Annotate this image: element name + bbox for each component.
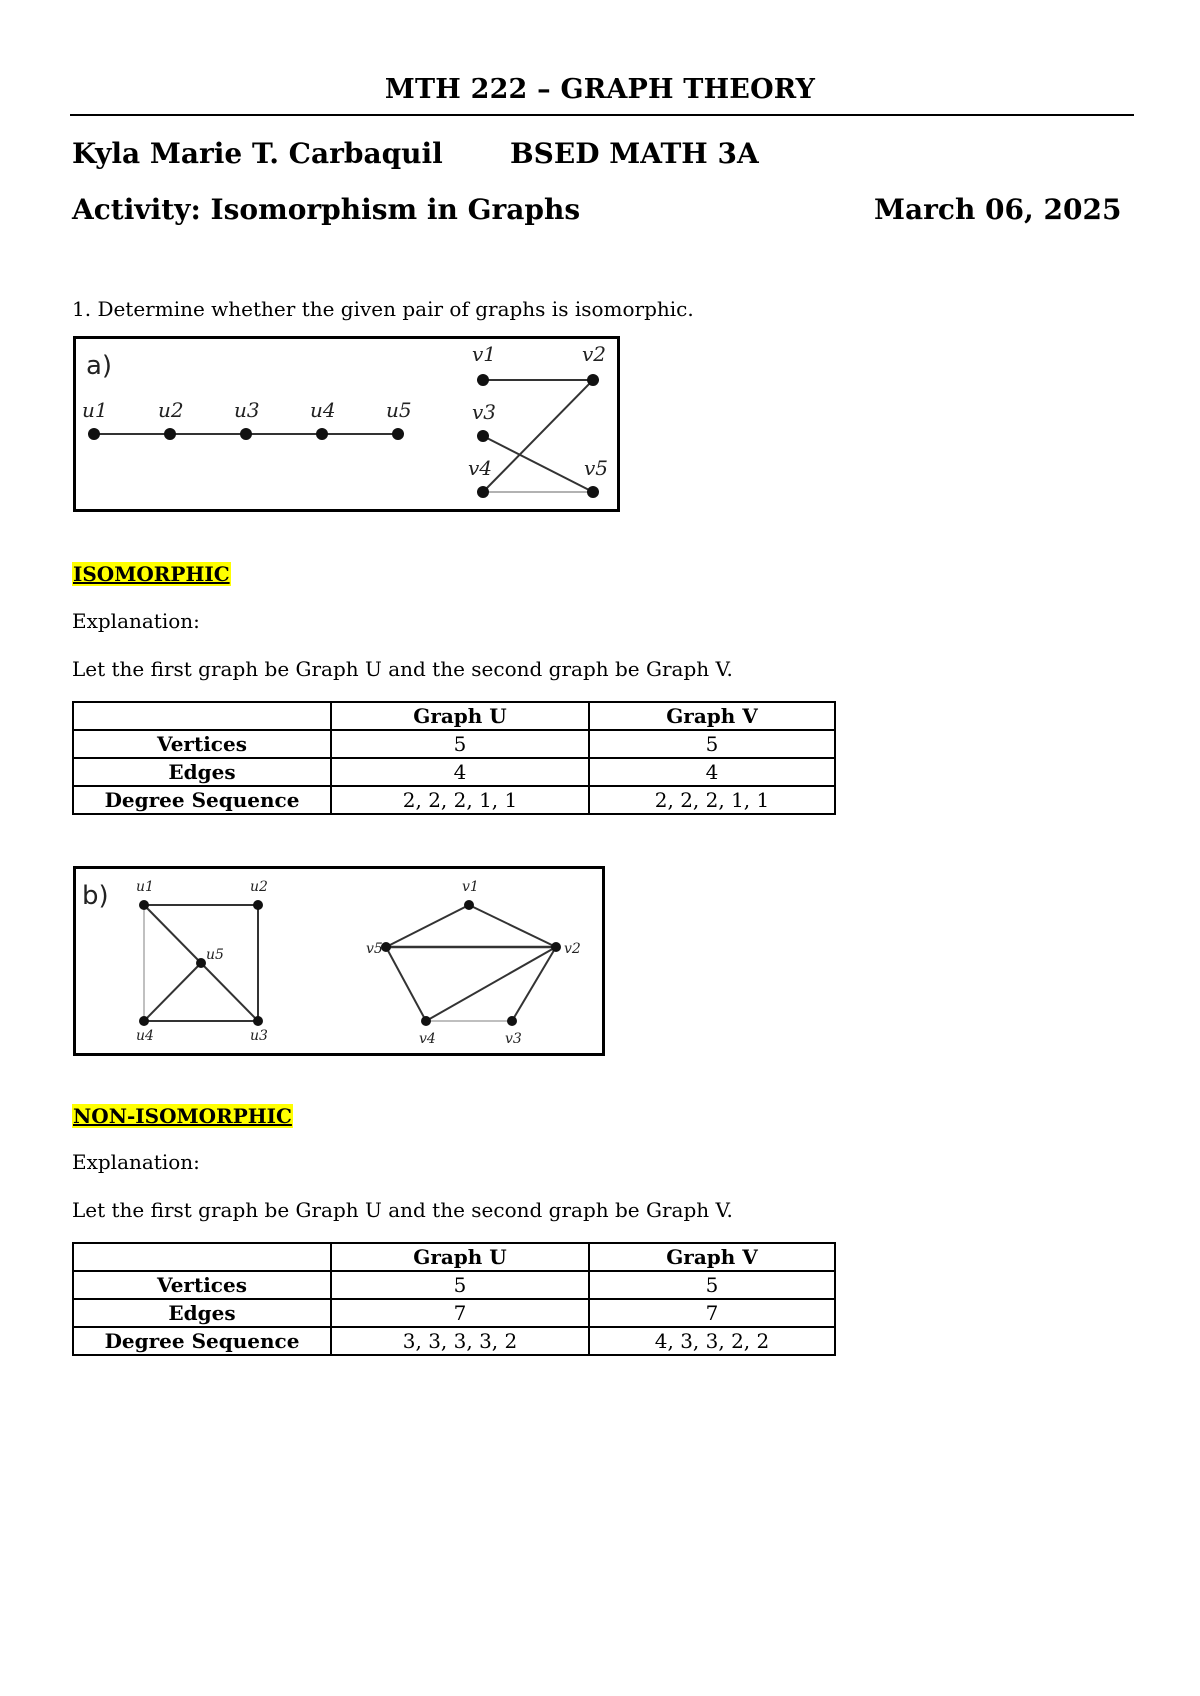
table-cell: 5 <box>589 730 835 758</box>
graph-b-v-label-2: v2 <box>564 941 581 957</box>
figure-a <box>73 336 620 512</box>
table-cell: 5 <box>331 1271 589 1299</box>
graph-a-u-label-4: u4 <box>310 398 336 422</box>
student-name: Kyla Marie T. Carbaquil <box>72 137 443 170</box>
figure-a-graphs <box>76 339 617 509</box>
figure-a-label: a) <box>86 351 113 381</box>
graph-b-v-label-1: v1 <box>462 879 479 895</box>
table-cell: 7 <box>589 1299 835 1327</box>
activity-title: Activity: Isomorphism in Graphs <box>72 193 581 226</box>
table-row-label: Edges <box>73 758 331 786</box>
graph-a-u-vertex-5 <box>392 428 404 440</box>
graph-a-u-label-5: u5 <box>386 398 412 422</box>
header-rule <box>70 114 1134 116</box>
graph-a-u-vertex-3 <box>240 428 252 440</box>
graph-b-u-edge-u1-u5 <box>144 905 201 963</box>
graph-b-v-edge-v1-v5 <box>386 905 469 947</box>
graph-a-u-vertex-4 <box>316 428 328 440</box>
graph-a-v-vertex-5 <box>587 486 599 498</box>
graph-b-u-label-1: u1 <box>136 879 154 895</box>
table-cell: 5 <box>331 730 589 758</box>
activity-date: March 06, 2025 <box>874 193 1122 226</box>
course-title: MTH 222 – GRAPH THEORY <box>384 74 816 105</box>
table-header-row <box>73 702 835 730</box>
graph-a-v-edge-v3-v5 <box>483 436 593 492</box>
table-cell: 2, 2, 2, 1, 1 <box>331 786 589 814</box>
graph-b-v-vertex-3 <box>507 1016 517 1026</box>
table-cell: 2, 2, 2, 1, 1 <box>589 786 835 814</box>
graph-a-v-vertex-3 <box>477 430 489 442</box>
table-row <box>73 1271 835 1299</box>
graph-b-v-vertex-4 <box>421 1016 431 1026</box>
graph-b-u-edge-u5-u3 <box>201 963 258 1021</box>
graph-b-u-vertex-3 <box>253 1016 263 1026</box>
table-header-row <box>73 1243 835 1271</box>
graph-b-u-label-5: u5 <box>206 947 224 963</box>
table-cell: 4, 3, 3, 2, 2 <box>589 1327 835 1355</box>
table-row-label: Degree Sequence <box>73 1327 331 1355</box>
table-row-label: Edges <box>73 1299 331 1327</box>
table-header-cell: Graph V <box>589 702 835 730</box>
graph-b-v-edge-v1-v2 <box>469 905 556 947</box>
graph-b-u-vertex-4 <box>139 1016 149 1026</box>
table-row <box>73 1327 835 1355</box>
graph-b-v-label-3: v3 <box>505 1031 522 1047</box>
graph-b-v <box>366 879 581 1047</box>
intro-text-a: Let the first graph be Graph U and the second graph be Graph V. <box>72 657 733 681</box>
figure-b <box>73 866 605 1056</box>
figure-b-graphs <box>76 869 602 1053</box>
graph-a-u-vertex-1 <box>88 428 100 440</box>
graph-a-u-label-3: u3 <box>234 398 260 422</box>
figure-b-label: b) <box>82 881 109 911</box>
graph-b-u <box>136 879 268 1044</box>
table-row-label: Degree Sequence <box>73 786 331 814</box>
table-row <box>73 730 835 758</box>
graph-a-v-edge-v2-v4 <box>483 380 593 492</box>
section: BSED MATH 3A <box>510 137 759 170</box>
verdict-a: ISOMORPHIC <box>73 562 230 586</box>
table-header-cell <box>73 1243 331 1271</box>
table-cell: 7 <box>331 1299 589 1327</box>
graph-a-v <box>468 342 608 498</box>
graph-b-v-label-4: v4 <box>419 1031 436 1047</box>
graph-a-v-label-4: v4 <box>468 456 493 480</box>
graph-b-v-edge-v5-v4 <box>386 947 426 1021</box>
explanation-label-b: Explanation: <box>72 1150 200 1174</box>
table-header-cell: Graph U <box>331 1243 589 1271</box>
graph-b-v-label-5: v5 <box>366 941 383 957</box>
graph-b-v-vertex-2 <box>551 942 561 952</box>
table-cell: 5 <box>589 1271 835 1299</box>
graph-b-u-label-2: u2 <box>250 879 268 895</box>
graph-b-v-vertex-1 <box>464 900 474 910</box>
graph-b-u-vertex-2 <box>253 900 263 910</box>
graph-b-v-edge-v2-v4 <box>426 947 556 1021</box>
graph-b-u-vertex-5 <box>196 958 206 968</box>
table-row <box>73 1299 835 1327</box>
graph-a-v-label-2: v2 <box>582 342 607 366</box>
graph-b-u-label-3: u3 <box>250 1028 268 1044</box>
comparison-table-a <box>72 701 836 815</box>
table-row <box>73 786 835 814</box>
table-header-cell: Graph V <box>589 1243 835 1271</box>
graph-a-v-vertex-1 <box>477 374 489 386</box>
comparison-table-b <box>72 1242 836 1356</box>
question-text: 1. Determine whether the given pair of graphs is isomorphic. <box>72 297 694 321</box>
verdict-b: NON-ISOMORPHIC <box>73 1104 292 1128</box>
graph-b-u-edge-u5-u4 <box>144 963 201 1021</box>
table-header-cell <box>73 702 331 730</box>
explanation-label-a: Explanation: <box>72 609 200 633</box>
intro-text-b: Let the first graph be Graph U and the second graph be Graph V. <box>72 1198 733 1222</box>
table-header-cell: Graph U <box>331 702 589 730</box>
table-cell: 4 <box>331 758 589 786</box>
graph-b-u-label-4: u4 <box>136 1028 154 1044</box>
graph-b-u-vertex-1 <box>139 900 149 910</box>
table-cell: 3, 3, 3, 3, 2 <box>331 1327 589 1355</box>
graph-a-v-label-5: v5 <box>584 456 609 480</box>
graph-a-v-label-1: v1 <box>472 342 497 366</box>
graph-a-v-vertex-2 <box>587 374 599 386</box>
table-row-label: Vertices <box>73 1271 331 1299</box>
graph-a-u-vertex-2 <box>164 428 176 440</box>
graph-a-u <box>82 398 412 440</box>
table-row <box>73 758 835 786</box>
graph-a-v-label-3: v3 <box>472 400 497 424</box>
table-cell: 4 <box>589 758 835 786</box>
table-row-label: Vertices <box>73 730 331 758</box>
graph-a-u-label-1: u1 <box>82 398 108 422</box>
graph-b-v-edge-v2-v3 <box>512 947 556 1021</box>
graph-a-u-label-2: u2 <box>158 398 184 422</box>
graph-a-v-vertex-4 <box>477 486 489 498</box>
